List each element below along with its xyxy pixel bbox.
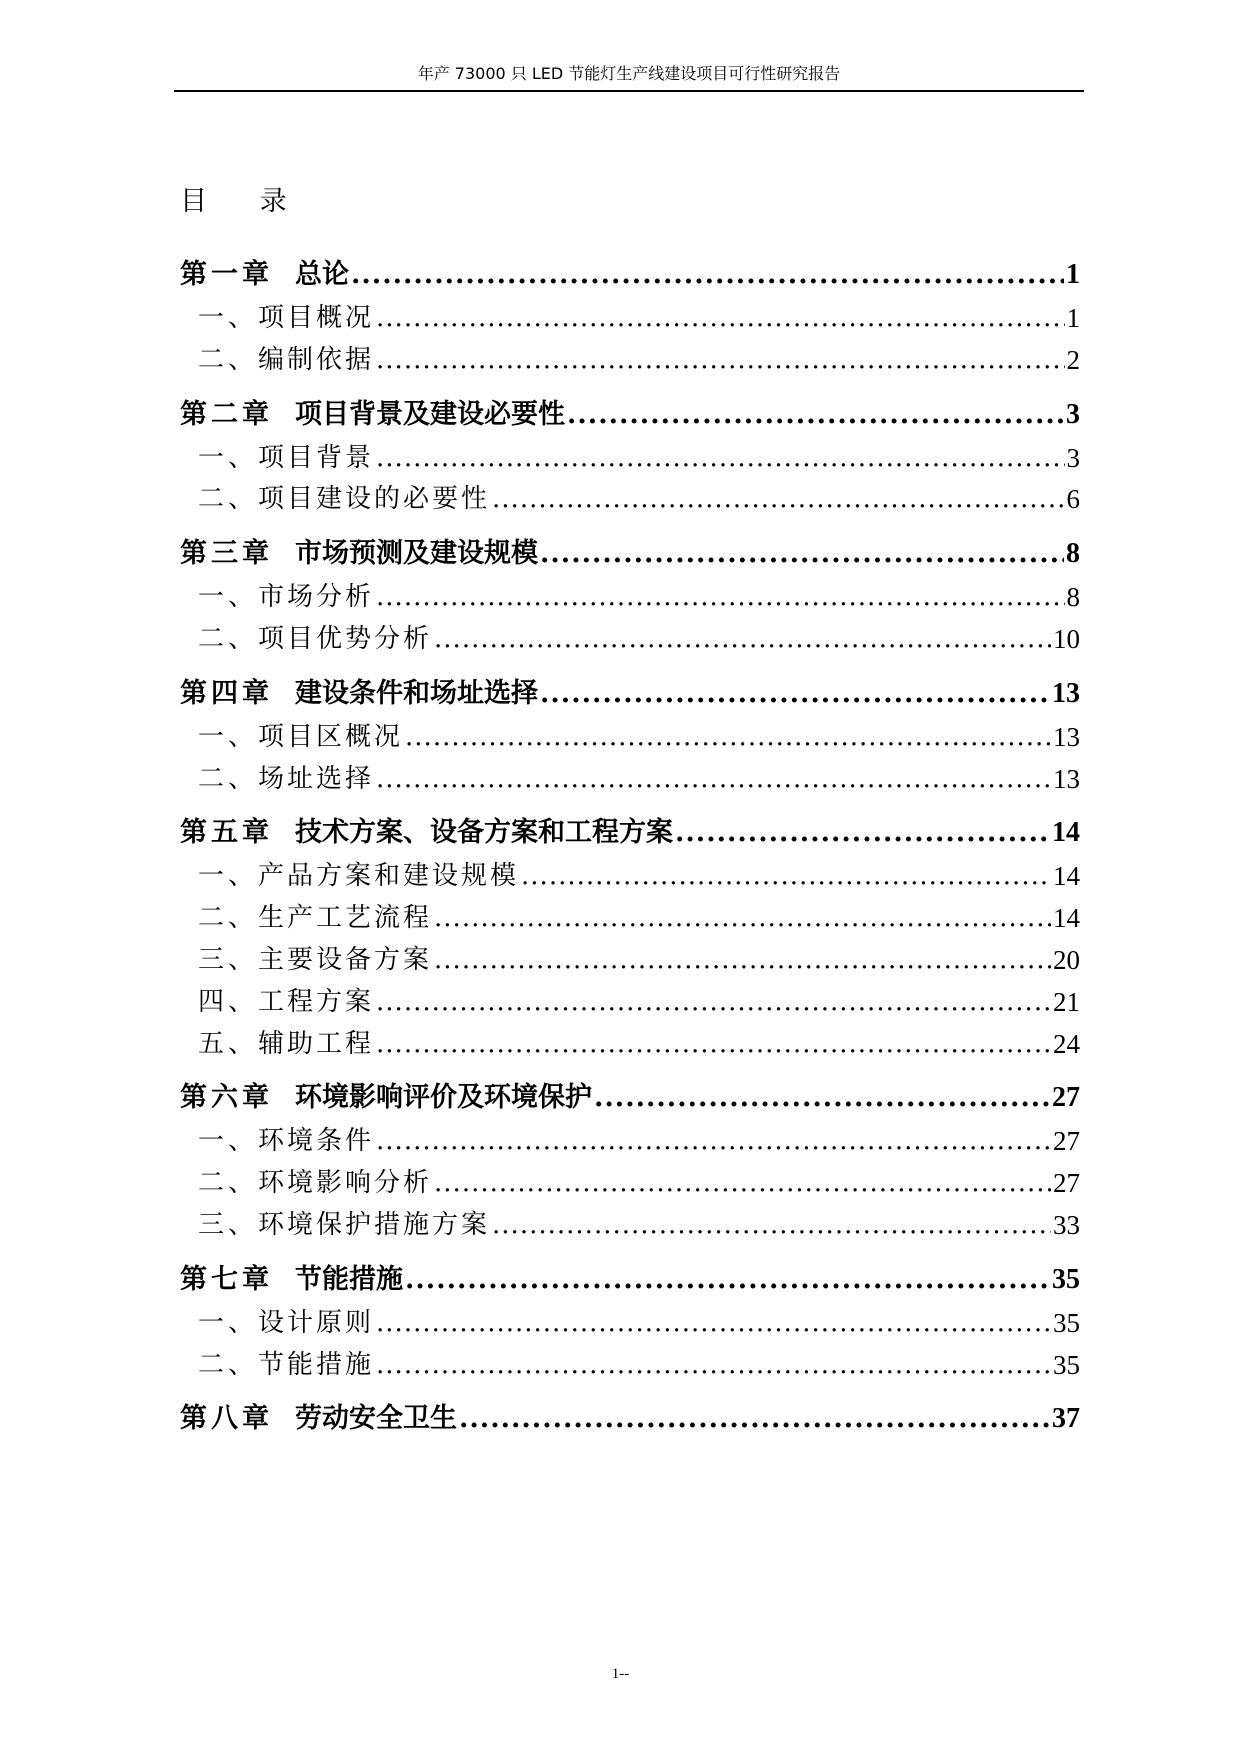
toc-section-entry-title: 设计原则 xyxy=(258,1307,375,1338)
toc-section-entry-number: 一、 xyxy=(198,721,259,752)
toc-section-entry[interactable] xyxy=(180,479,1080,521)
toc-chapter-entry-page: 37 xyxy=(1052,1403,1080,1435)
toc-chapter-block xyxy=(180,1396,1080,1442)
toc-chapter-entry[interactable] xyxy=(180,1396,1080,1442)
toc-section-entry[interactable] xyxy=(180,898,1080,940)
toc-section-entry-page: 27 xyxy=(1053,1126,1080,1157)
toc-chapter-entry-title: 市场预测及建设规模 xyxy=(295,538,538,570)
toc-chapter-entry-page: 27 xyxy=(1052,1082,1080,1114)
toc-section-entry[interactable] xyxy=(180,1205,1080,1247)
toc-section-entry-page: 33 xyxy=(1053,1209,1080,1240)
toc-section-entry-title: 工程方案 xyxy=(258,986,375,1017)
dot-leader xyxy=(540,531,1064,577)
toc-section-entry[interactable] xyxy=(180,1024,1080,1066)
toc-chapter-entry[interactable] xyxy=(180,810,1080,856)
toc-chapter-block xyxy=(180,810,1080,1065)
toc-section-entry-page: 10 xyxy=(1053,623,1080,654)
toc-section-entry-number: 一、 xyxy=(198,582,259,613)
toc-section-entry-number: 四、 xyxy=(198,986,259,1017)
toc-section-entry-page: 8 xyxy=(1066,582,1080,613)
toc-section-entry-number: 三、 xyxy=(198,1209,259,1240)
toc-section-entry-page: 2 xyxy=(1066,344,1080,375)
toc-section-entry-number: 五、 xyxy=(198,1028,259,1059)
toc-section-entry-page: 24 xyxy=(1053,1028,1080,1059)
dot-leader xyxy=(567,392,1064,438)
toc-section-entry-page: 1 xyxy=(1066,303,1080,333)
toc-section-entry[interactable] xyxy=(180,577,1080,619)
table-of-contents xyxy=(180,252,1080,1452)
toc-section-entry[interactable] xyxy=(180,298,1080,340)
toc-section-entry-title: 项目概况 xyxy=(258,303,375,333)
toc-chapter-entry-page: 1 xyxy=(1066,259,1080,290)
toc-chapter-entry-number: 第六章 xyxy=(180,1082,273,1114)
toc-chapter-entry-number: 第二章 xyxy=(180,398,273,430)
toc-section-entry-title: 环境条件 xyxy=(258,1126,375,1157)
dot-leader xyxy=(594,1075,1050,1121)
dot-leader xyxy=(459,1396,1050,1442)
toc-chapter-block xyxy=(180,531,1080,661)
toc-section-entry-page: 13 xyxy=(1053,721,1080,752)
dot-leader xyxy=(434,619,1051,661)
toc-section-entry-page: 13 xyxy=(1053,763,1080,794)
toc-section-entry-page: 35 xyxy=(1053,1307,1080,1338)
toc-chapter-entry-title: 总论 xyxy=(295,259,349,290)
toc-chapter-block xyxy=(180,252,1080,382)
toc-chapter-entry[interactable] xyxy=(180,1257,1080,1303)
toc-chapter-entry-title: 劳动安全卫生 xyxy=(295,1403,457,1435)
toc-section-entry-title: 市场分析 xyxy=(258,582,375,613)
toc-section-entry-title: 主要设备方案 xyxy=(258,944,433,975)
toc-chapter-entry-title: 节能措施 xyxy=(295,1263,403,1295)
toc-section-entry-page: 3 xyxy=(1066,442,1080,473)
toc-chapter-entry-number: 第四章 xyxy=(180,677,273,709)
toc-chapter-entry-page: 8 xyxy=(1066,538,1080,570)
toc-section-entry-page: 14 xyxy=(1053,903,1080,934)
page-number: 1-- xyxy=(611,1666,630,1682)
toc-chapter-entry-page: 14 xyxy=(1052,817,1080,849)
dot-leader xyxy=(376,1121,1051,1163)
dot-leader xyxy=(521,856,1051,898)
toc-section-entry-page: 14 xyxy=(1053,861,1080,892)
dot-leader xyxy=(405,1257,1050,1303)
toc-chapter-entry-number: 第八章 xyxy=(180,1403,273,1435)
toc-section-entry[interactable] xyxy=(180,1163,1080,1205)
toc-chapter-entry-number: 第七章 xyxy=(180,1263,273,1295)
toc-title: 目 录 xyxy=(180,186,309,217)
toc-section-entry-title: 产品方案和建设规模 xyxy=(258,861,520,892)
toc-section-entry-page: 20 xyxy=(1053,944,1080,975)
toc-section-entry-number: 二、 xyxy=(198,623,259,654)
toc-chapter-block xyxy=(180,1075,1080,1246)
toc-section-entry[interactable] xyxy=(180,438,1080,480)
dot-leader xyxy=(540,671,1050,717)
dot-leader xyxy=(376,1345,1051,1387)
dot-leader xyxy=(376,759,1051,801)
toc-section-entry-number: 二、 xyxy=(198,763,259,794)
toc-section-entry-number: 一、 xyxy=(198,861,259,892)
dot-leader xyxy=(376,340,1064,382)
toc-chapter-entry[interactable] xyxy=(180,1075,1080,1121)
toc-section-entry[interactable] xyxy=(180,619,1080,661)
toc-section-entry[interactable] xyxy=(180,1303,1080,1345)
dot-leader xyxy=(675,810,1050,856)
toc-section-entry-title: 节能措施 xyxy=(258,1349,375,1380)
toc-section-entry-number: 二、 xyxy=(198,1349,259,1380)
dot-leader xyxy=(376,1303,1051,1345)
toc-chapter-entry-page: 35 xyxy=(1052,1263,1080,1295)
dot-leader xyxy=(376,298,1064,340)
dot-leader xyxy=(376,438,1064,480)
toc-chapter-entry[interactable] xyxy=(180,392,1080,438)
toc-chapter-block xyxy=(180,1257,1080,1387)
dot-leader xyxy=(434,940,1051,982)
toc-section-entry[interactable] xyxy=(180,940,1080,982)
toc-section-entry-number: 一、 xyxy=(198,1307,259,1338)
toc-section-entry-number: 一、 xyxy=(198,1126,259,1157)
toc-section-entry-title: 项目优势分析 xyxy=(258,623,433,654)
toc-chapter-entry-page: 3 xyxy=(1066,398,1080,430)
toc-section-entry-number: 二、 xyxy=(198,1168,259,1199)
toc-chapter-entry-title: 环境影响评价及环境保护 xyxy=(295,1082,592,1114)
toc-section-entry-title: 编制依据 xyxy=(258,344,375,375)
running-header: 年产 73000 只 LED 节能灯生产线建设项目可行性研究报告 xyxy=(417,64,841,83)
toc-section-entry-title: 项目背景 xyxy=(258,442,375,473)
dot-leader xyxy=(405,717,1051,759)
toc-chapter-entry-title: 建设条件和场址选择 xyxy=(295,677,538,709)
toc-section-entry-title: 场址选择 xyxy=(258,763,375,794)
toc-section-entry-number: 三、 xyxy=(198,944,259,975)
toc-chapter-entry-title: 技术方案、设备方案和工程方案 xyxy=(295,817,673,849)
toc-section-entry-page: 6 xyxy=(1066,484,1080,515)
toc-chapter-entry[interactable] xyxy=(180,671,1080,717)
toc-section-entry-number: 一、 xyxy=(198,442,259,473)
dot-leader xyxy=(434,898,1051,940)
toc-section-entry-title: 生产工艺流程 xyxy=(258,903,433,934)
toc-chapter-entry-page: 13 xyxy=(1052,677,1080,709)
dot-leader xyxy=(351,252,1064,298)
toc-chapter-entry-title: 项目背景及建设必要性 xyxy=(295,398,565,430)
dot-leader xyxy=(492,1205,1051,1247)
toc-section-entry[interactable] xyxy=(180,1121,1080,1163)
toc-section-entry-title: 环境影响分析 xyxy=(258,1168,433,1199)
toc-section-entry[interactable] xyxy=(180,1345,1080,1387)
toc-chapter-block xyxy=(180,392,1080,522)
dot-leader xyxy=(492,479,1064,521)
toc-chapter-entry-number: 第五章 xyxy=(180,817,273,849)
toc-section-entry-title: 辅助工程 xyxy=(258,1028,375,1059)
toc-section-entry[interactable] xyxy=(180,856,1080,898)
toc-section-entry-page: 27 xyxy=(1053,1168,1080,1199)
dot-leader xyxy=(376,1024,1051,1066)
toc-section-entry[interactable] xyxy=(180,982,1080,1024)
header-divider xyxy=(174,90,1084,92)
toc-section-entry[interactable] xyxy=(180,340,1080,382)
toc-section-entry-title: 项目区概况 xyxy=(258,721,404,752)
toc-section-entry-number: 二、 xyxy=(198,344,259,375)
toc-chapter-entry[interactable] xyxy=(180,531,1080,577)
toc-chapter-block xyxy=(180,671,1080,801)
toc-section-entry-title: 项目建设的必要性 xyxy=(258,484,491,515)
dot-leader xyxy=(376,982,1051,1024)
toc-chapter-entry-number: 第一章 xyxy=(180,259,273,290)
toc-section-entry-number: 一、 xyxy=(198,303,259,333)
toc-section-entry-page: 35 xyxy=(1053,1349,1080,1380)
toc-section-entry-number: 二、 xyxy=(198,903,259,934)
toc-section-entry-title: 环境保护措施方案 xyxy=(258,1209,491,1240)
toc-section-entry[interactable] xyxy=(180,759,1080,801)
toc-chapter-entry[interactable] xyxy=(180,252,1080,298)
toc-section-entry[interactable] xyxy=(180,717,1080,759)
toc-section-entry-number: 二、 xyxy=(198,484,259,515)
dot-leader xyxy=(376,577,1064,619)
toc-section-entry-page: 21 xyxy=(1053,986,1080,1017)
toc-chapter-entry-number: 第三章 xyxy=(180,538,273,570)
dot-leader xyxy=(434,1163,1051,1205)
